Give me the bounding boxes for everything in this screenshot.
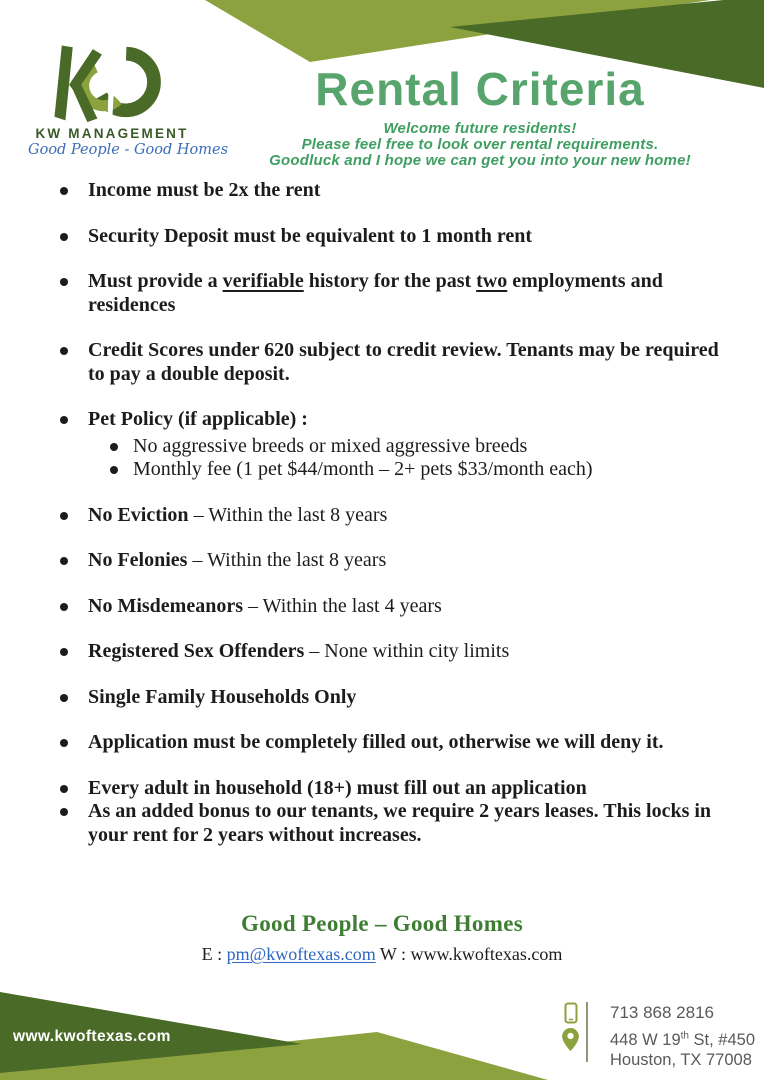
bullet-dot	[60, 512, 68, 520]
bullet-dot	[110, 466, 118, 474]
subtitle-line-3: Goodluck and I hope we can get you into your new home!	[269, 152, 691, 169]
criteria-text-segment: No Eviction	[88, 503, 189, 526]
criteria-item	[57, 595, 729, 619]
bullet-dot	[60, 557, 68, 565]
bullet-dot	[60, 648, 68, 656]
criteria-text-segment: Security Deposit must be equivalent to 1 month rent	[88, 224, 533, 247]
address-line-2: Houston, TX 77008	[610, 1050, 752, 1069]
email-link[interactable]: pm@kwoftexas.com	[226, 944, 376, 964]
address-text	[610, 1026, 755, 1070]
criteria-text-segment: Application must be completely filled out, otherwise we will deny it.	[88, 731, 664, 753]
criteria-text-segment: No aggressive breeds or mixed aggressive breeds	[133, 434, 528, 457]
criteria-text-segment: Single Family Households Only	[88, 685, 357, 708]
criteria-text-segment: verifiable	[222, 270, 304, 292]
website-text: www.kwoftexas.com	[410, 944, 563, 964]
bullet-dot	[60, 347, 68, 355]
criteria-item	[57, 800, 729, 847]
bullet-dot	[60, 739, 68, 747]
criteria-sub-item	[88, 435, 729, 459]
criteria-text-segment: As an added bonus to our tenants, we require 2 years leases. This locks in your rent for 2 years without increases.	[88, 800, 712, 846]
email-label: E :	[201, 944, 227, 964]
criteria-item	[57, 640, 729, 664]
criteria-text-segment: history for the past	[303, 270, 477, 292]
criteria-text-segment: Income must be 2x the rent	[88, 179, 321, 201]
bottom-website-text: www.kwoftexas.com	[13, 1028, 171, 1045]
criteria-item	[57, 777, 729, 801]
page-title: Rental Criteria	[315, 63, 645, 115]
phone-number: 713 868 2816	[610, 1003, 714, 1022]
title-block	[180, 63, 764, 169]
address-line-1: 448 W 19th St, #450	[610, 1030, 756, 1049]
contact-line	[0, 944, 764, 965]
kw-logo-mark	[37, 40, 187, 124]
criteria-sub-item	[88, 458, 729, 482]
contact-divider	[586, 1002, 588, 1062]
bullet-dot	[110, 443, 118, 451]
criteria-item	[57, 408, 729, 482]
criteria-text-segment: Credit Scores under 620 subject to credit review. Tenants may be required to pay a double deposit.	[88, 339, 719, 385]
criteria-text-segment: employments and residences	[88, 270, 663, 316]
subtitle	[180, 121, 764, 169]
criteria-text-segment: No Misdemeanors	[88, 594, 243, 617]
criteria-text-segment: – Within the last 4 years	[242, 594, 442, 617]
criteria-text-segment: two	[476, 270, 508, 292]
subtitle-line-1: Welcome future residents!	[383, 120, 577, 137]
bullet-dot	[60, 278, 68, 286]
web-label: W :	[375, 944, 411, 964]
criteria-item	[57, 270, 729, 317]
bullet-dot	[60, 187, 68, 195]
criteria-list	[57, 179, 729, 869]
criteria-item	[57, 339, 729, 386]
criteria-item	[57, 179, 729, 203]
criteria-item	[57, 504, 729, 528]
criteria-text-segment: Registered Sex Offenders	[88, 640, 305, 662]
phone-icon	[564, 1002, 578, 1029]
slogan-text: Good People – Good Homes	[241, 911, 523, 936]
criteria-text-segment: Pet Policy (if applicable) :	[88, 408, 308, 430]
location-pin-icon	[562, 1028, 579, 1056]
criteria-sublist	[88, 435, 729, 482]
criteria-text-segment: – Within the last 8 years	[188, 503, 388, 526]
criteria-text-segment: Monthly fee (1 pet $44/month – 2+ pets $33/month each)	[133, 458, 593, 480]
criteria-text-segment: No Felonies	[88, 549, 188, 571]
criteria-text-segment: – None within city limits	[304, 640, 510, 662]
bullet-dot	[60, 808, 68, 816]
criteria-text-segment: Must provide a	[88, 270, 223, 292]
bullet-dot	[60, 416, 68, 424]
bullet-dot	[60, 233, 68, 241]
criteria-item	[57, 225, 729, 249]
criteria-item	[57, 686, 729, 710]
bullet-dot	[60, 694, 68, 702]
logo-tagline-text: Good People - Good Homes	[28, 142, 229, 158]
logo-brand-text: KW MANAGEMENT	[35, 126, 189, 141]
bullet-dot	[60, 785, 68, 793]
subtitle-line-2: Please feel free to look over rental requirements.	[301, 136, 659, 153]
criteria-text-segment: Every adult in household (18+) must fill out an application	[88, 776, 587, 799]
bullet-dot	[60, 603, 68, 611]
logo-block	[28, 40, 229, 158]
criteria-item	[57, 731, 729, 755]
criteria-item	[57, 549, 729, 573]
criteria-text-segment: – Within the last 8 years	[187, 549, 387, 571]
